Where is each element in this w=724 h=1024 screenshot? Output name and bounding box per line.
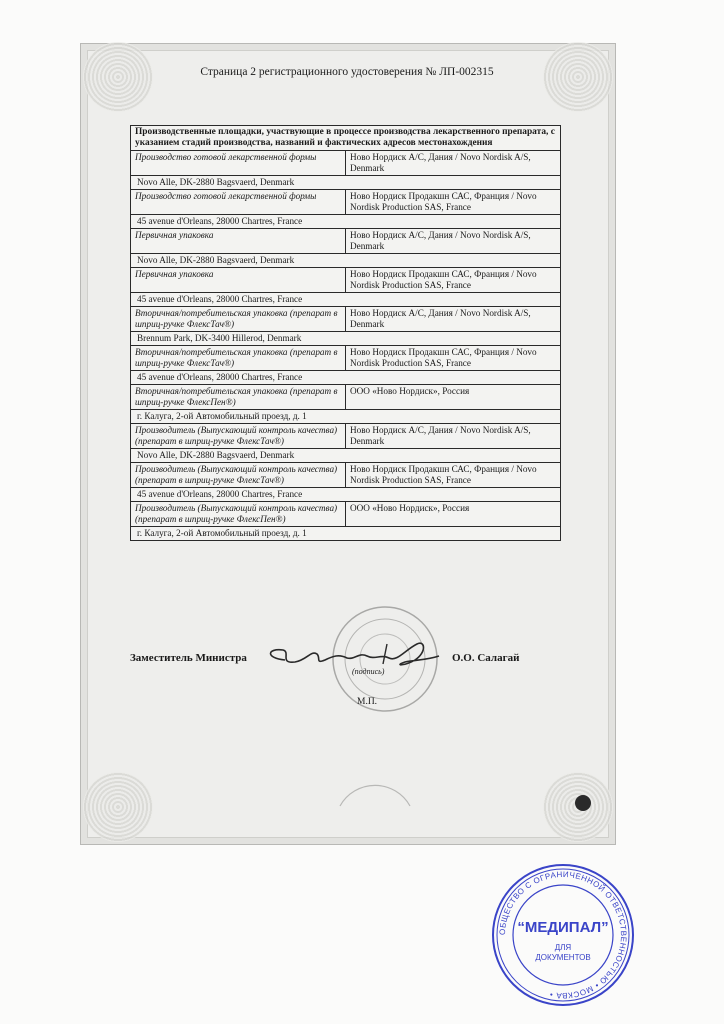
site-address: 45 avenue d'Orleans, 28000 Chartres, France bbox=[131, 293, 561, 307]
production-stage: Вторичная/потребительская упаковка (препарат в шприц-ручке ФлексПен®) bbox=[131, 385, 346, 410]
manufacturer-name: Ново Нордиск А/С, Дания / Novo Nordisk A/S, Denmark bbox=[346, 424, 561, 449]
table-header: Производственные площадки, участвующие в процессе производства лекарственного препарата, с указанием стадий производства, названий и фактических адресов местонахождения bbox=[131, 126, 561, 151]
stamp-line2: ДОКУМЕНТОВ bbox=[535, 953, 591, 962]
table-row bbox=[131, 527, 561, 541]
signature-caption: (подпись) bbox=[352, 667, 385, 676]
manufacturer-name: Ново Нордиск Продакшн САС, Франция / Novo Nordisk Production SAS, France bbox=[346, 190, 561, 215]
site-address: г. Калуга, 2-ой Автомобильный проезд, д. 1 bbox=[131, 410, 561, 424]
table-row bbox=[131, 307, 561, 332]
manufacturer-name: Ново Нордиск А/С, Дания / Novo Nordisk A/S, Denmark bbox=[346, 307, 561, 332]
manufacturer-name: Ново Нордиск А/С, Дания / Novo Nordisk A/S, Denmark bbox=[346, 229, 561, 254]
production-stage: Вторичная/потребительская упаковка (препарат в шприц-ручке ФлексТач®) bbox=[131, 307, 346, 332]
manufacturer-name: ООО «Ново Нордиск», Россия bbox=[346, 502, 561, 527]
table-row bbox=[131, 215, 561, 229]
table-row bbox=[131, 268, 561, 293]
stamp-ring-text: ОБЩЕСТВО С ОГРАНИЧЕННОЙ ОТВЕТСТВЕННОСТЬЮ • МОСКВА • bbox=[497, 869, 629, 1001]
table-row bbox=[131, 293, 561, 307]
production-stage: Вторичная/потребительская упаковка (препарат в шприц-ручке ФлексТач®) bbox=[131, 346, 346, 371]
production-stage: Производство готовой лекарственной формы bbox=[131, 190, 346, 215]
table-header-row bbox=[131, 126, 561, 151]
table-row bbox=[131, 229, 561, 254]
site-address: г. Калуга, 2-ой Автомобильный проезд, д. 1 bbox=[131, 527, 561, 541]
table-row bbox=[131, 254, 561, 268]
seal-imprint bbox=[335, 768, 415, 808]
site-address: Novo Alle, DK-2880 Bagsvaerd, Denmark bbox=[131, 449, 561, 463]
medipal-stamp bbox=[488, 860, 638, 1010]
manufacturer-name: Ново Нордиск Продакшн САС, Франция / Novo Nordisk Production SAS, France bbox=[346, 463, 561, 488]
handwritten-signature bbox=[255, 630, 445, 680]
table-row bbox=[131, 385, 561, 410]
table-row bbox=[131, 502, 561, 527]
table-row bbox=[131, 190, 561, 215]
production-stage: Производство готовой лекарственной формы bbox=[131, 151, 346, 176]
manufacturer-name: ООО «Ново Нордиск», Россия bbox=[346, 385, 561, 410]
table-row bbox=[131, 463, 561, 488]
site-address: 45 avenue d'Orleans, 28000 Chartres, France bbox=[131, 488, 561, 502]
stamp-line1: ДЛЯ bbox=[554, 943, 572, 952]
table-row bbox=[131, 176, 561, 190]
table-row bbox=[131, 449, 561, 463]
seal-place-label: М.П. bbox=[357, 697, 378, 707]
production-sites-table bbox=[130, 125, 561, 541]
table-row bbox=[131, 371, 561, 385]
site-address: Novo Alle, DK-2880 Bagsvaerd, Denmark bbox=[131, 176, 561, 190]
stamp-main-text: “МЕДИПАЛ” bbox=[517, 919, 609, 936]
site-address: Brennum Park, DK-3400 Hillerod, Denmark bbox=[131, 332, 561, 346]
site-address: Novo Alle, DK-2880 Bagsvaerd, Denmark bbox=[131, 254, 561, 268]
page-header: Страница 2 регистрационного удостоверения № ЛП-002315 bbox=[200, 66, 494, 78]
guilloche-ornament bbox=[83, 772, 153, 842]
table-row bbox=[131, 410, 561, 424]
table-row bbox=[131, 151, 561, 176]
signatory-name: О.О. Салагай bbox=[452, 652, 520, 664]
site-address: 45 avenue d'Orleans, 28000 Chartres, France bbox=[131, 215, 561, 229]
table-row bbox=[131, 488, 561, 502]
table-row bbox=[131, 346, 561, 371]
manufacturer-name: Ново Нордиск Продакшн САС, Франция / Novo Nordisk Production SAS, France bbox=[346, 346, 561, 371]
production-stage: Первичная упаковка bbox=[131, 268, 346, 293]
production-stage: Производитель (Выпускающий контроль качества) (препарат в шприц-ручке ФлексТач®) bbox=[131, 424, 346, 449]
production-stage: Производитель (Выпускающий контроль качества) (препарат в шприц-ручке ФлексТач®) bbox=[131, 463, 346, 488]
manufacturer-name: Ново Нордиск Продакшн САС, Франция / Novo Nordisk Production SAS, France bbox=[346, 268, 561, 293]
production-stage: Производитель (Выпускающий контроль качества) (препарат в шприц-ручке ФлексПен®) bbox=[131, 502, 346, 527]
production-stage: Первичная упаковка bbox=[131, 229, 346, 254]
table-row bbox=[131, 332, 561, 346]
table-row bbox=[131, 424, 561, 449]
site-address: 45 avenue d'Orleans, 28000 Chartres, France bbox=[131, 371, 561, 385]
signatory-position: Заместитель Министра bbox=[130, 652, 247, 664]
manufacturer-name: Ново Нордиск А/С, Дания / Novo Nordisk A/S, Denmark bbox=[346, 151, 561, 176]
punch-hole bbox=[575, 795, 591, 811]
